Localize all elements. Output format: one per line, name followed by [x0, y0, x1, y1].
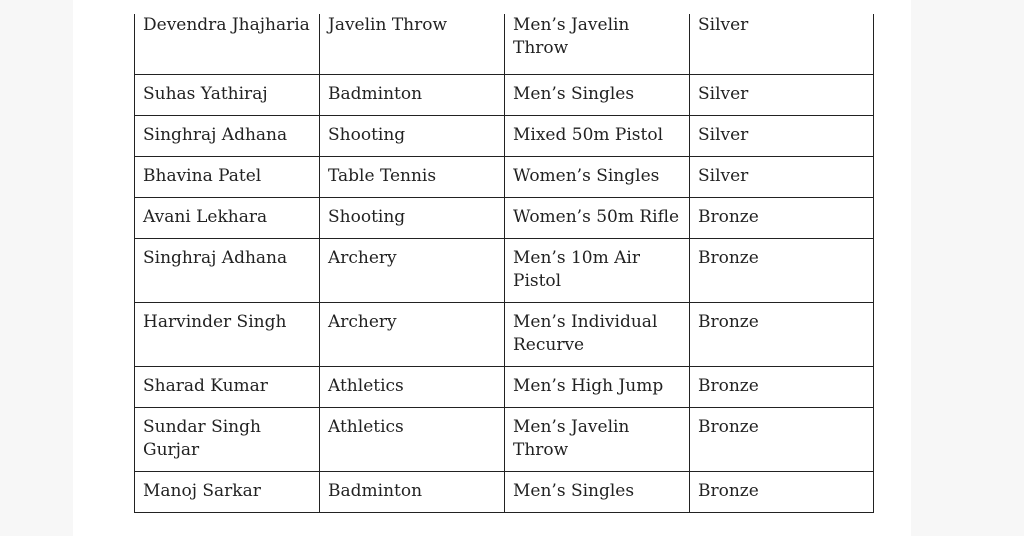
page-content: [73, 0, 911, 536]
medal-cell: Silver: [690, 116, 874, 157]
athlete-cell: Sundar Singh Gurjar: [135, 408, 320, 472]
athlete-cell: Singhraj Adhana: [135, 116, 320, 157]
medal-cell: Bronze: [690, 303, 874, 367]
table-row: [135, 239, 874, 303]
table-row: [135, 116, 874, 157]
athlete-cell: Manoj Sarkar: [135, 472, 320, 513]
table-row: [135, 157, 874, 198]
event-cell: Men’s 10m Air Pistol: [505, 239, 690, 303]
sport-cell: Shooting: [320, 116, 505, 157]
athlete-cell: Devendra Jhajharia: [135, 14, 320, 75]
sport-cell: Shooting: [320, 198, 505, 239]
table-row: [135, 472, 874, 513]
sport-cell: Archery: [320, 239, 505, 303]
athlete-cell: Suhas Yathiraj: [135, 75, 320, 116]
medal-cell: Bronze: [690, 472, 874, 513]
athlete-cell: Singhraj Adhana: [135, 239, 320, 303]
event-cell: Men’s Singles: [505, 75, 690, 116]
event-cell: Women’s Singles: [505, 157, 690, 198]
medal-cell: Bronze: [690, 367, 874, 408]
table-row: [135, 75, 874, 116]
event-cell: Men’s High Jump: [505, 367, 690, 408]
athlete-cell: Avani Lekhara: [135, 198, 320, 239]
sport-cell: Archery: [320, 303, 505, 367]
table-row: [135, 408, 874, 472]
sport-cell: Badminton: [320, 75, 505, 116]
table-row: [135, 367, 874, 408]
table-row: [135, 303, 874, 367]
table-row: [135, 14, 874, 75]
medal-cell: Silver: [690, 75, 874, 116]
sport-cell: Javelin Throw: [320, 14, 505, 75]
event-cell: Men’s Individual Recurve: [505, 303, 690, 367]
event-cell: Men’s Javelin Throw: [505, 14, 690, 75]
medal-cell: Bronze: [690, 239, 874, 303]
athlete-cell: Bhavina Patel: [135, 157, 320, 198]
medal-cell: Silver: [690, 14, 874, 75]
medal-cell: Silver: [690, 157, 874, 198]
sport-cell: Table Tennis: [320, 157, 505, 198]
event-cell: Men’s Singles: [505, 472, 690, 513]
medal-table: [134, 14, 874, 513]
event-cell: Men’s Javelin Throw: [505, 408, 690, 472]
sport-cell: Athletics: [320, 408, 505, 472]
table-row: [135, 198, 874, 239]
athlete-cell: Harvinder Singh: [135, 303, 320, 367]
athlete-cell: Sharad Kumar: [135, 367, 320, 408]
medal-cell: Bronze: [690, 408, 874, 472]
event-cell: Mixed 50m Pistol: [505, 116, 690, 157]
event-cell: Women’s 50m Rifle: [505, 198, 690, 239]
medal-cell: Bronze: [690, 198, 874, 239]
sport-cell: Badminton: [320, 472, 505, 513]
sport-cell: Athletics: [320, 367, 505, 408]
